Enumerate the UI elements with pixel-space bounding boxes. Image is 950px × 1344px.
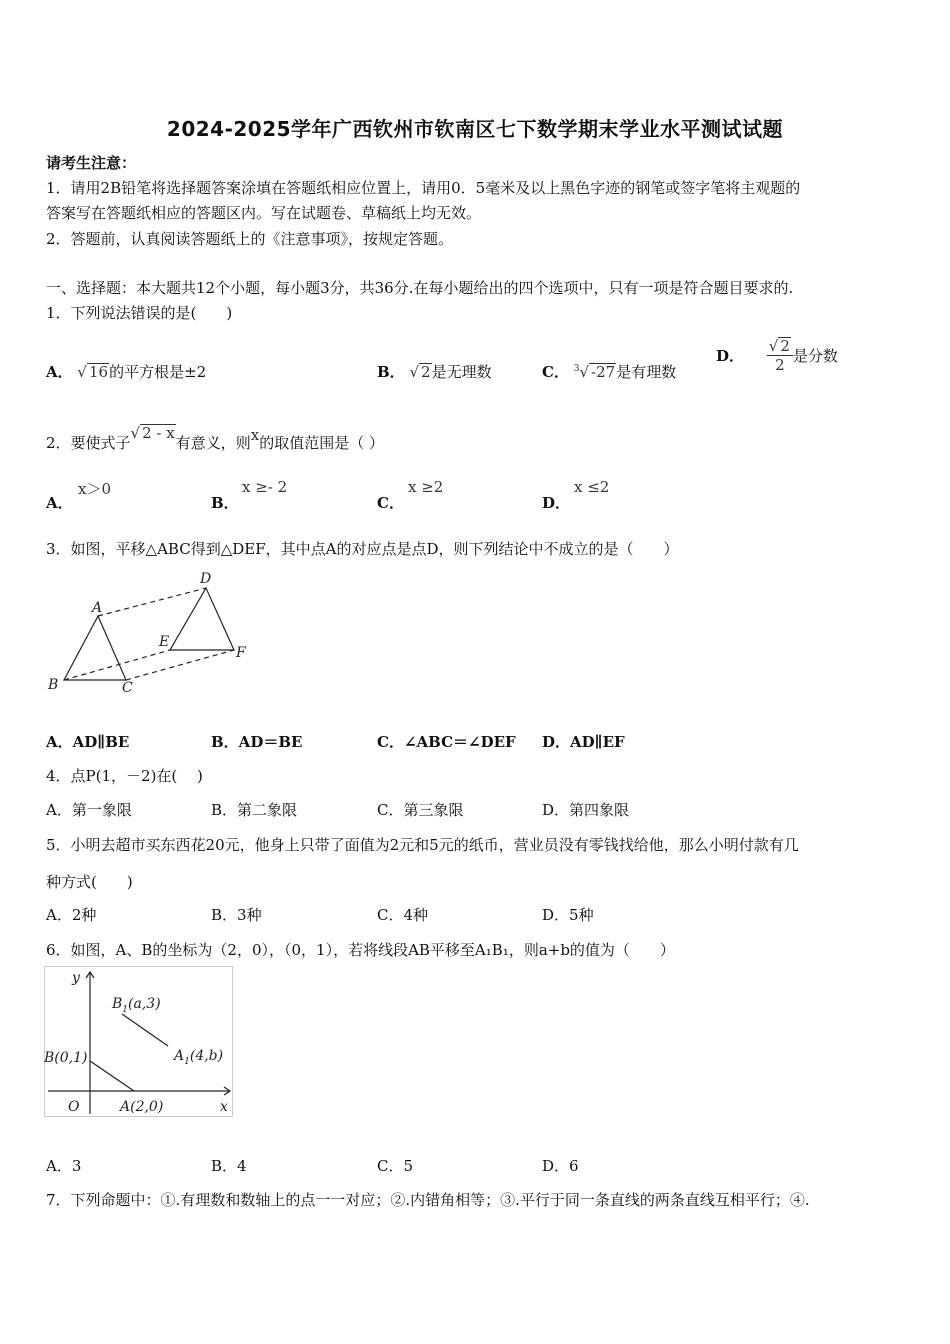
segment-be bbox=[64, 650, 170, 680]
point-a1-label: $A_1(4,b)$ bbox=[174, 1048, 224, 1067]
q1-b-radicand: 2 bbox=[421, 363, 431, 381]
segment-ad bbox=[98, 588, 206, 616]
q6-option-c[interactable]: C．5 bbox=[377, 1157, 414, 1175]
q5-option-a[interactable]: A．2种 bbox=[46, 906, 97, 924]
graph-frame bbox=[45, 967, 233, 1117]
q1-a-label: A． bbox=[46, 363, 73, 381]
q2-option-d[interactable] bbox=[542, 478, 692, 514]
q2-expr: √ 2 - x bbox=[130, 424, 175, 442]
section-heading: 一、选择题：本大题共12个小题，每小题3分，共36分.在每小题给出的四个选项中，只有一项是符合题目要求的. bbox=[46, 279, 794, 297]
point-b-label: B(0,1) bbox=[44, 1050, 88, 1066]
q1-c-math: $^3$√ -27 bbox=[573, 363, 616, 381]
q4-stem: 4．点P(1，－2)在( ) bbox=[46, 767, 203, 785]
label-a: A bbox=[92, 600, 103, 616]
q1-a-text: 的平方根是±2 bbox=[109, 363, 207, 381]
q5-option-c[interactable]: C．4种 bbox=[377, 906, 429, 924]
q2-b-label: B． bbox=[211, 494, 239, 512]
notice-line-1b: 答案写在答题纸相应的答题区内。写在试题卷、草稿纸上均无效。 bbox=[46, 204, 482, 222]
q7-stem: 7．下列命题中：①.有理数和数轴上的点一一对应；②.内错角相等；③.平行于同一条直线的两条直线互相平行；④. bbox=[46, 1191, 810, 1209]
label-d: D bbox=[200, 571, 212, 587]
q6-coordinate-graph bbox=[44, 966, 234, 1118]
q2-stem bbox=[46, 424, 384, 453]
segment-ab bbox=[90, 1061, 134, 1091]
q1-c-radicand: -27 bbox=[591, 363, 616, 381]
q2-d-math: x ≤2 bbox=[574, 478, 610, 496]
q1-d-num: 2 bbox=[780, 337, 790, 355]
q2-stem-b: 有意义，则 bbox=[175, 434, 251, 452]
q6-option-b[interactable]: B．4 bbox=[211, 1157, 247, 1175]
point-a-label: A(2,0) bbox=[120, 1099, 164, 1115]
x-axis-label: x bbox=[220, 1099, 228, 1115]
q2-c-label: C． bbox=[377, 494, 404, 512]
q6-stem: 6．如图，A、B的坐标为（2，0），（0，1），若将线段AB平移至A₁B₁，则a+b的值为（ ） bbox=[46, 941, 675, 959]
q1-d-fraction: $\frac{√ 2}{2}$ bbox=[767, 337, 793, 374]
point-b1-label: $B_1(a,3)$ bbox=[112, 996, 161, 1015]
q6-option-d[interactable]: D．6 bbox=[542, 1157, 579, 1175]
q1-option-b[interactable] bbox=[377, 361, 492, 382]
q3-option-a[interactable]: A．AD∥BE bbox=[46, 733, 130, 751]
q3-triangle-figure bbox=[44, 568, 264, 698]
label-e: E bbox=[159, 634, 170, 650]
q2-d-label: D． bbox=[542, 494, 571, 512]
segment-cf bbox=[126, 650, 234, 680]
q1-c-index: 3 bbox=[573, 364, 580, 374]
q1-b-math: √ 2 bbox=[409, 363, 431, 381]
q2-a-math: x＞0 bbox=[78, 480, 112, 498]
notice-heading: 请考生注意： bbox=[46, 154, 137, 172]
q6-option-a[interactable]: A．3 bbox=[46, 1157, 82, 1175]
triangle-def bbox=[170, 588, 234, 650]
triangle-abc bbox=[64, 616, 126, 680]
q1-option-d[interactable] bbox=[716, 337, 838, 374]
q1-d-text: 是分数 bbox=[792, 347, 838, 365]
q1-d-label: D． bbox=[716, 347, 745, 365]
q1-b-text: 是无理数 bbox=[431, 363, 492, 381]
q2-stem-c: 的取值范围是（ ） bbox=[259, 434, 384, 452]
label-f: F bbox=[236, 645, 246, 661]
y-axis-label: y bbox=[72, 970, 80, 986]
q1-b-label: B． bbox=[377, 363, 405, 381]
q5-option-b[interactable]: B．3种 bbox=[211, 906, 262, 924]
label-c: C bbox=[122, 680, 133, 696]
q3-option-c[interactable]: C．∠ABC＝∠DEF bbox=[377, 733, 516, 751]
q2-option-c[interactable] bbox=[377, 478, 527, 514]
q5-stem-line-2: 种方式( ) bbox=[46, 873, 133, 891]
q5-option-d[interactable]: D．5种 bbox=[542, 906, 594, 924]
segment-a1b1 bbox=[122, 1014, 168, 1046]
q3-stem: 3．如图，平移△ABC得到△DEF，其中点A的对应点是点D，则下列结论中不成立的是（ ） bbox=[46, 540, 679, 558]
q1-a-radicand: 16 bbox=[88, 363, 109, 381]
q1-c-label: C． bbox=[542, 363, 569, 381]
q1-c-text: 是有理数 bbox=[616, 363, 677, 381]
q2-a-label: A． bbox=[46, 494, 73, 512]
q5-stem-line-1: 5．小明去超市买东西花20元，他身上只带了面值为2元和5元的纸币，营业员没有零钱找给他，那么小明付款有几 bbox=[46, 836, 799, 854]
q2-stem-a: 2．要使式子 bbox=[46, 434, 131, 452]
q2-var: x bbox=[250, 426, 260, 444]
q1-d-den: 2 bbox=[775, 356, 785, 374]
q4-option-a[interactable]: A．第一象限 bbox=[46, 801, 132, 819]
q2-option-a[interactable] bbox=[46, 478, 196, 514]
q1-stem: 1．下列说法错误的是( ) bbox=[46, 304, 233, 322]
page-title: 2024-2025学年广西钦州市钦南区七下数学期末学业水平测试试题 bbox=[166, 117, 784, 141]
q1-a-math: √ 16 bbox=[77, 363, 109, 381]
q2-radicand: 2 - x bbox=[142, 424, 175, 442]
q3-option-b[interactable]: B．AD＝BE bbox=[211, 733, 303, 751]
q4-option-d[interactable]: D．第四象限 bbox=[542, 801, 630, 819]
q1-option-a[interactable] bbox=[46, 361, 206, 382]
q2-c-math: x ≥2 bbox=[408, 478, 444, 496]
q3-option-d[interactable]: D．AD∥EF bbox=[542, 733, 625, 751]
origin-label: O bbox=[68, 1099, 80, 1115]
q4-option-c[interactable]: C．第三象限 bbox=[377, 801, 464, 819]
q1-option-c[interactable] bbox=[542, 361, 676, 382]
notice-line-1: 1．请用2B铅笔将选择题答案涂填在答题纸相应位置上，请用0．5毫米及以上黑色字迹的钢笔或签字笔将主观题的 bbox=[46, 179, 801, 197]
q4-option-b[interactable]: B．第二象限 bbox=[211, 801, 298, 819]
q2-option-b[interactable] bbox=[211, 478, 361, 514]
q2-b-math: x ≥- 2 bbox=[242, 478, 288, 496]
notice-line-2: 2．答题前，认真阅读答题纸上的《注意事项》，按规定答题。 bbox=[46, 230, 454, 248]
label-b: B bbox=[48, 677, 59, 693]
